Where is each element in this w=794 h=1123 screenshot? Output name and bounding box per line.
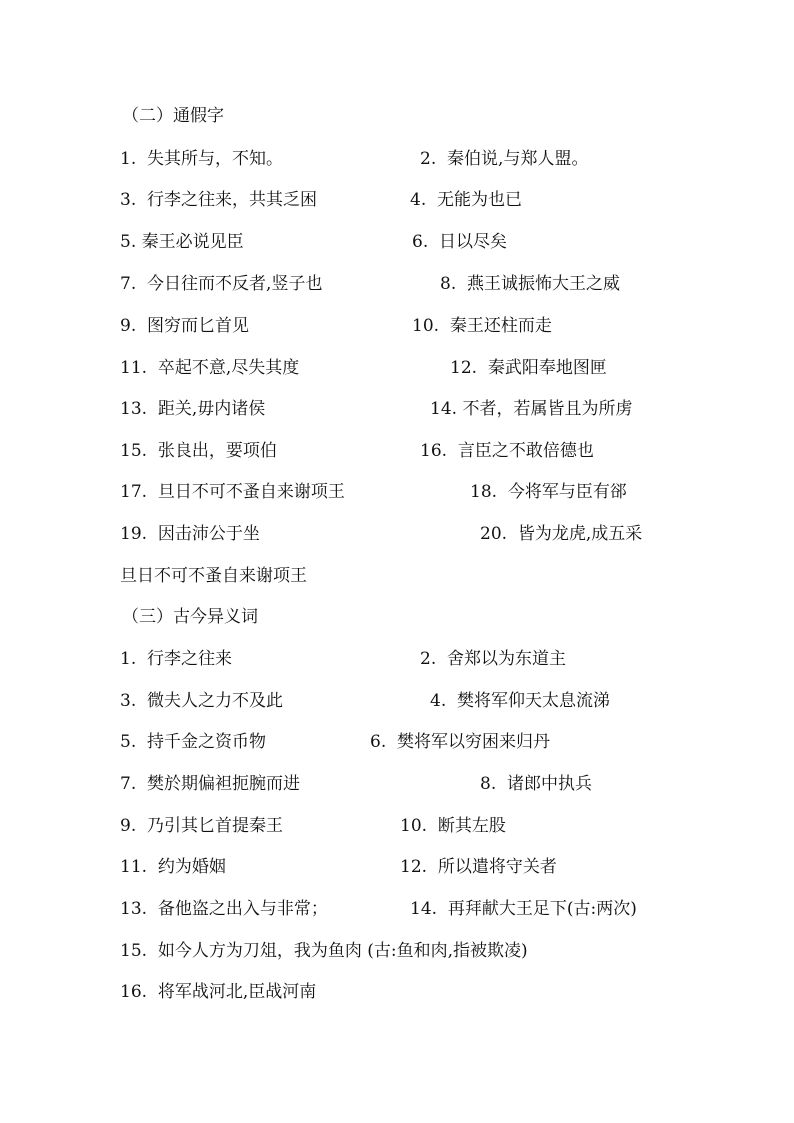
item-text: 樊将军仰天太息流涕 bbox=[457, 691, 611, 711]
item-number: 5. bbox=[120, 732, 137, 752]
list-item bbox=[120, 690, 283, 712]
item-number: 1. bbox=[120, 649, 137, 669]
list-item bbox=[120, 815, 283, 837]
item-number: 2. bbox=[420, 149, 437, 169]
item-number: 13. bbox=[120, 899, 148, 919]
item-number: 4. bbox=[430, 691, 447, 711]
list-item bbox=[120, 981, 316, 1003]
item-text: 所以遣将守关者 bbox=[437, 857, 557, 877]
list-item bbox=[120, 273, 322, 295]
item-text: 秦王必说见臣 bbox=[141, 232, 244, 252]
item-number: 9. bbox=[120, 316, 137, 336]
item-number: 16. bbox=[120, 982, 148, 1002]
item-number: 16. bbox=[420, 441, 448, 461]
list-item bbox=[120, 481, 345, 503]
item-number: 8. bbox=[480, 774, 497, 794]
section2-heading: （二）通假字 bbox=[122, 106, 224, 126]
list-item bbox=[120, 231, 244, 253]
list-item bbox=[120, 148, 283, 170]
list-item bbox=[120, 523, 260, 545]
item-number: 8. bbox=[440, 274, 457, 294]
list-item bbox=[450, 357, 607, 379]
item-text: 再拜献大王足下(古:两次) bbox=[447, 899, 637, 919]
item-text: 失其所与，不知。 bbox=[147, 149, 284, 169]
item-number: 15. bbox=[120, 441, 148, 461]
item-number: 18. bbox=[470, 482, 498, 502]
item-text: 图穷而匕首见 bbox=[147, 316, 250, 336]
list-item bbox=[420, 148, 588, 170]
item-number: 13. bbox=[120, 399, 148, 419]
item-text: 无能为也已 bbox=[437, 190, 523, 210]
list-item bbox=[120, 440, 277, 462]
item-text: 卒起不意,尽失其度 bbox=[157, 358, 300, 378]
list-item bbox=[430, 690, 610, 712]
list-item bbox=[430, 398, 632, 420]
item-text: 今将军与臣有郤 bbox=[507, 482, 627, 502]
item-text: 樊将军以穷困来归丹 bbox=[397, 732, 551, 752]
item-number: 6. bbox=[412, 232, 429, 252]
item-number: 19. bbox=[120, 524, 148, 544]
list-item bbox=[410, 898, 637, 920]
list-item bbox=[120, 189, 317, 211]
list-item bbox=[120, 648, 232, 670]
item-text: 行李之往来 bbox=[147, 649, 233, 669]
list-item bbox=[120, 357, 299, 379]
item-text: 不者，若属皆且为所虏 bbox=[462, 399, 633, 419]
item-number: 12. bbox=[450, 358, 478, 378]
item-text: 旦日不可不蚤自来谢项王 bbox=[157, 482, 345, 502]
item-number: 5. bbox=[120, 232, 137, 252]
item-number: 11. bbox=[120, 857, 148, 877]
item-number: 14. bbox=[430, 399, 458, 419]
item-number: 9. bbox=[120, 816, 137, 836]
list-item bbox=[412, 231, 507, 253]
item-text: 秦武阳奉地图匣 bbox=[487, 358, 607, 378]
item-text: 舍郑以为东道主 bbox=[447, 649, 567, 669]
list-item bbox=[400, 815, 506, 837]
item-text: 言臣之不敢倍德也 bbox=[457, 441, 594, 461]
item-number: 2. bbox=[420, 649, 437, 669]
item-text: 日以尽矣 bbox=[439, 232, 508, 252]
list-item bbox=[480, 773, 592, 795]
item-text: 皆为龙虎,成五采 bbox=[517, 524, 643, 544]
list-item bbox=[470, 481, 627, 503]
item-text: 樊於期偏袒扼腕而进 bbox=[147, 774, 301, 794]
item-number: 7. bbox=[120, 274, 137, 294]
item-number: 17. bbox=[120, 482, 148, 502]
list-item bbox=[480, 523, 642, 545]
item-text: 断其左股 bbox=[437, 816, 506, 836]
item-number: 1. bbox=[120, 149, 137, 169]
list-item bbox=[120, 898, 328, 920]
item-number: 7. bbox=[120, 774, 137, 794]
item-number: 3. bbox=[120, 691, 137, 711]
list-item bbox=[400, 856, 557, 878]
item-number: 14. bbox=[410, 899, 438, 919]
item-text: 乃引其匕首提秦王 bbox=[147, 816, 284, 836]
item-text: 将军战河北,臣战河南 bbox=[157, 982, 317, 1002]
item-number: 10. bbox=[400, 816, 428, 836]
item-text: 燕王诚振怖大王之威 bbox=[467, 274, 621, 294]
list-item bbox=[120, 731, 266, 753]
item-number: 15. bbox=[120, 941, 148, 961]
item-text: 约为婚姻 bbox=[157, 857, 226, 877]
item-text: 距关,毋内诸侯 bbox=[157, 399, 266, 419]
list-item bbox=[120, 315, 249, 337]
item-number: 4. bbox=[410, 190, 427, 210]
list-item bbox=[420, 648, 566, 670]
item-number: 12. bbox=[400, 857, 428, 877]
item-number: 10. bbox=[412, 316, 440, 336]
list-item bbox=[120, 773, 300, 795]
trailing-line: 旦日不可不蚤自来谢项王 bbox=[120, 566, 307, 586]
item-text: 张良出，要项伯 bbox=[157, 441, 277, 461]
list-item bbox=[120, 856, 226, 878]
list-item bbox=[410, 189, 522, 211]
item-number: 3. bbox=[120, 190, 137, 210]
item-text: 今日往而不反者,竖子也 bbox=[147, 274, 323, 294]
list-item bbox=[420, 440, 594, 462]
item-text: 因击沛公于坐 bbox=[157, 524, 260, 544]
item-text: 持千金之资币物 bbox=[147, 732, 267, 752]
item-text: 行李之往来，共其乏困 bbox=[147, 190, 318, 210]
section3-heading: （三）古今异义词 bbox=[122, 607, 258, 627]
list-item bbox=[120, 940, 528, 962]
item-number: 20. bbox=[480, 524, 508, 544]
item-number: 6. bbox=[370, 732, 387, 752]
item-text: 秦伯说,与郑人盟。 bbox=[447, 149, 589, 169]
item-text: 微夫人之力不及此 bbox=[147, 691, 284, 711]
list-item bbox=[120, 398, 265, 420]
item-text: 备他盗之出入与非常； bbox=[157, 899, 328, 919]
item-text: 秦王还柱而走 bbox=[449, 316, 552, 336]
item-text: 如今人方为刀俎，我为鱼肉 (古:鱼和肉,指被欺凌) bbox=[157, 941, 528, 961]
item-text: 诸郎中执兵 bbox=[507, 774, 593, 794]
list-item bbox=[440, 273, 620, 295]
list-item bbox=[370, 731, 550, 753]
list-item bbox=[412, 315, 552, 337]
item-number: 11. bbox=[120, 358, 148, 378]
